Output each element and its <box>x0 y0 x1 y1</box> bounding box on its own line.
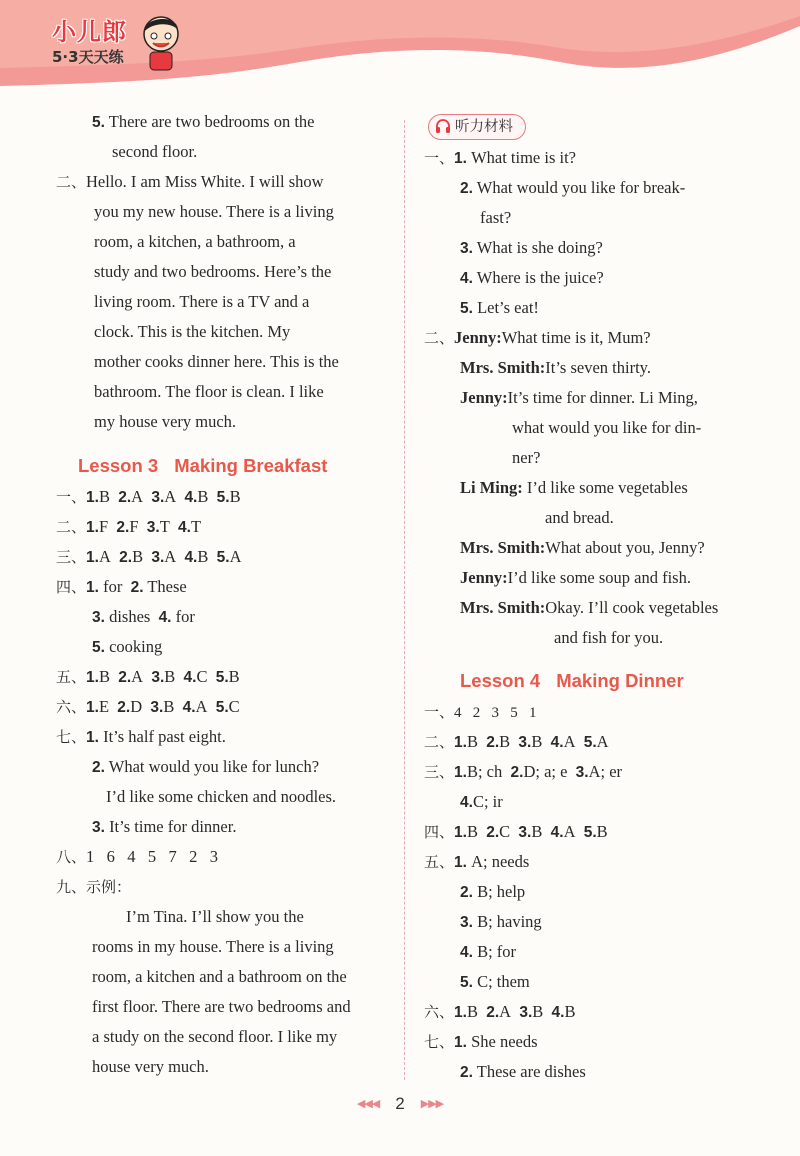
lesson-number: Lesson 3 <box>78 455 159 476</box>
passage-line: room, a kitchen, a bathroom, a <box>94 232 296 251</box>
answer-row-7: 七、1. She needs <box>424 1032 538 1051</box>
answer-row-5c: 3. B; having <box>460 912 542 931</box>
answer-row-2: 二、1.F 2.F 3.T 4.T <box>56 517 202 536</box>
brand-logo <box>52 10 192 74</box>
answer-row-1: 一、1.B 2.A 3.A 4.B 5.B <box>56 487 241 506</box>
lesson-number: Lesson 4 <box>460 670 541 691</box>
answer-row-3b: 4.C; ir <box>460 792 503 811</box>
sample-line: a study on the second floor. I like my <box>92 1027 338 1046</box>
dialogue-row: and bread. <box>545 508 614 527</box>
passage-line: my house very much. <box>94 412 237 431</box>
question-row: 一、1. What time is it? <box>424 148 577 167</box>
sample-line: first floor. There are two bedrooms and <box>92 997 351 1016</box>
logo-subtitle: 5·3天天练 <box>52 48 124 66</box>
sample-line: rooms in my house. There is a living <box>92 937 334 956</box>
answer-row-5d: 4. B; for <box>460 942 517 961</box>
item-number: 5. <box>92 114 105 131</box>
passage-line: you my new house. There is a living <box>94 202 334 221</box>
answer-row-8: 八、1 6 4 5 7 2 3 <box>56 847 219 866</box>
headphones-icon <box>435 118 451 134</box>
sample-line: room, a kitchen and a bathroom on the <box>92 967 347 986</box>
passage-line: bathroom. The floor is clean. I like <box>94 382 324 401</box>
answer-row-7b: 2. What would you like for lunch? <box>92 757 320 776</box>
answer-row-3: 三、1.B; ch 2.D; a; e 3.A; er <box>424 762 623 781</box>
question-row: 5. Let’s eat! <box>460 298 539 317</box>
answer-row-3: 三、1.A 2.B 3.A 4.B 5.A <box>56 547 242 566</box>
question-row: 2. What would you like for break- <box>460 178 686 197</box>
dialogue-row: 二、Jenny:What time is it, Mum? <box>424 328 651 347</box>
mascot-icon <box>138 12 184 74</box>
answer-row-6: 六、1.E 2.D 3.B 4.A 5.C <box>56 697 240 716</box>
question-row: fast? <box>480 208 512 227</box>
answer-row-5e: 5. C; them <box>460 972 530 991</box>
dialogue-row: what would you like for din- <box>512 418 702 437</box>
answer-row-5: 五、1. A; needs <box>424 852 530 871</box>
badge-label: 听力材料 <box>455 119 513 135</box>
question-row: 3. What is she doing? <box>460 238 603 257</box>
answer-row-7: 七、1. It’s half past eight. <box>56 727 226 746</box>
answer-text: second floor. <box>112 142 198 161</box>
answer-row-7c: I’d like some chicken and noodles. <box>106 787 337 806</box>
passage-line: Hello. I am Miss White. I will show <box>86 172 324 191</box>
next-arrows-icon: ▶▶▶ <box>420 1098 444 1110</box>
sample-line: house very much. <box>92 1057 209 1076</box>
prev-arrows-icon: ◀◀◀ <box>356 1098 380 1110</box>
dialogue-row: Li Ming: I’d like some vegetables <box>460 478 688 497</box>
question-row: 4. Where is the juice? <box>460 268 604 287</box>
answer-row-2: 二、1.B 2.B 3.B 4.A 5.A <box>424 732 609 751</box>
passage-line: living room. There is a TV and a <box>94 292 310 311</box>
dialogue-row: Jenny:I’d like some soup and fish. <box>460 568 691 587</box>
answer-row-6: 六、1.B 2.A 3.B 4.B <box>424 1002 576 1021</box>
dialogue-row: Mrs. Smith:It’s seven thirty. <box>460 358 651 377</box>
answer-row-4: 四、1. for 2. These <box>56 577 187 596</box>
dialogue-row: ner? <box>512 448 541 467</box>
answer-row-7d: 3. It’s time for dinner. <box>92 817 237 836</box>
dialogue-row: Mrs. Smith:Okay. I’ll cook vegetables <box>460 598 719 617</box>
lesson-title: Making Dinner <box>556 670 684 691</box>
answer-row-5b: 2. B; help <box>460 882 526 901</box>
dialogue-row: Jenny:It’s time for dinner. Li Ming, <box>460 388 698 407</box>
logo-title: 小儿郎 <box>52 18 127 46</box>
answer-row-5: 五、1.B 2.A 3.B 4.C 5.B <box>56 667 240 686</box>
column-divider <box>404 120 405 1080</box>
lesson-heading <box>78 451 327 481</box>
passage-line: clock. This is the kitchen. My <box>94 322 291 341</box>
answer-row-1: 一、4 2 3 5 1 <box>424 703 537 721</box>
answer-row-7b: 2. These are dishes <box>460 1062 586 1081</box>
page-footer <box>0 1094 800 1114</box>
passage-line: mother cooks dinner here. This is the <box>94 352 339 371</box>
passage-line: study and two bedrooms. Here’s the <box>94 262 332 281</box>
listening-material-badge <box>428 114 526 140</box>
answer-row-4b: 3. dishes 4. for <box>92 607 195 626</box>
answer-row-4c: 5. cooking <box>92 637 163 656</box>
lesson-heading <box>460 666 684 696</box>
page-number: 2 <box>395 1094 405 1113</box>
answer-text: There are two bedrooms on the <box>108 112 315 131</box>
dialogue-row: and fish for you. <box>554 628 664 647</box>
dialogue-row: Mrs. Smith:What about you, Jenny? <box>460 538 705 557</box>
answer-row-9: 九、示例： <box>56 878 132 896</box>
section-label: 二、 <box>56 173 87 191</box>
lesson-title: Making Breakfast <box>174 455 328 476</box>
sample-line: I’m Tina. I’ll show you the <box>126 907 304 926</box>
answer-row-4: 四、1.B 2.C 3.B 4.A 5.B <box>424 822 608 841</box>
